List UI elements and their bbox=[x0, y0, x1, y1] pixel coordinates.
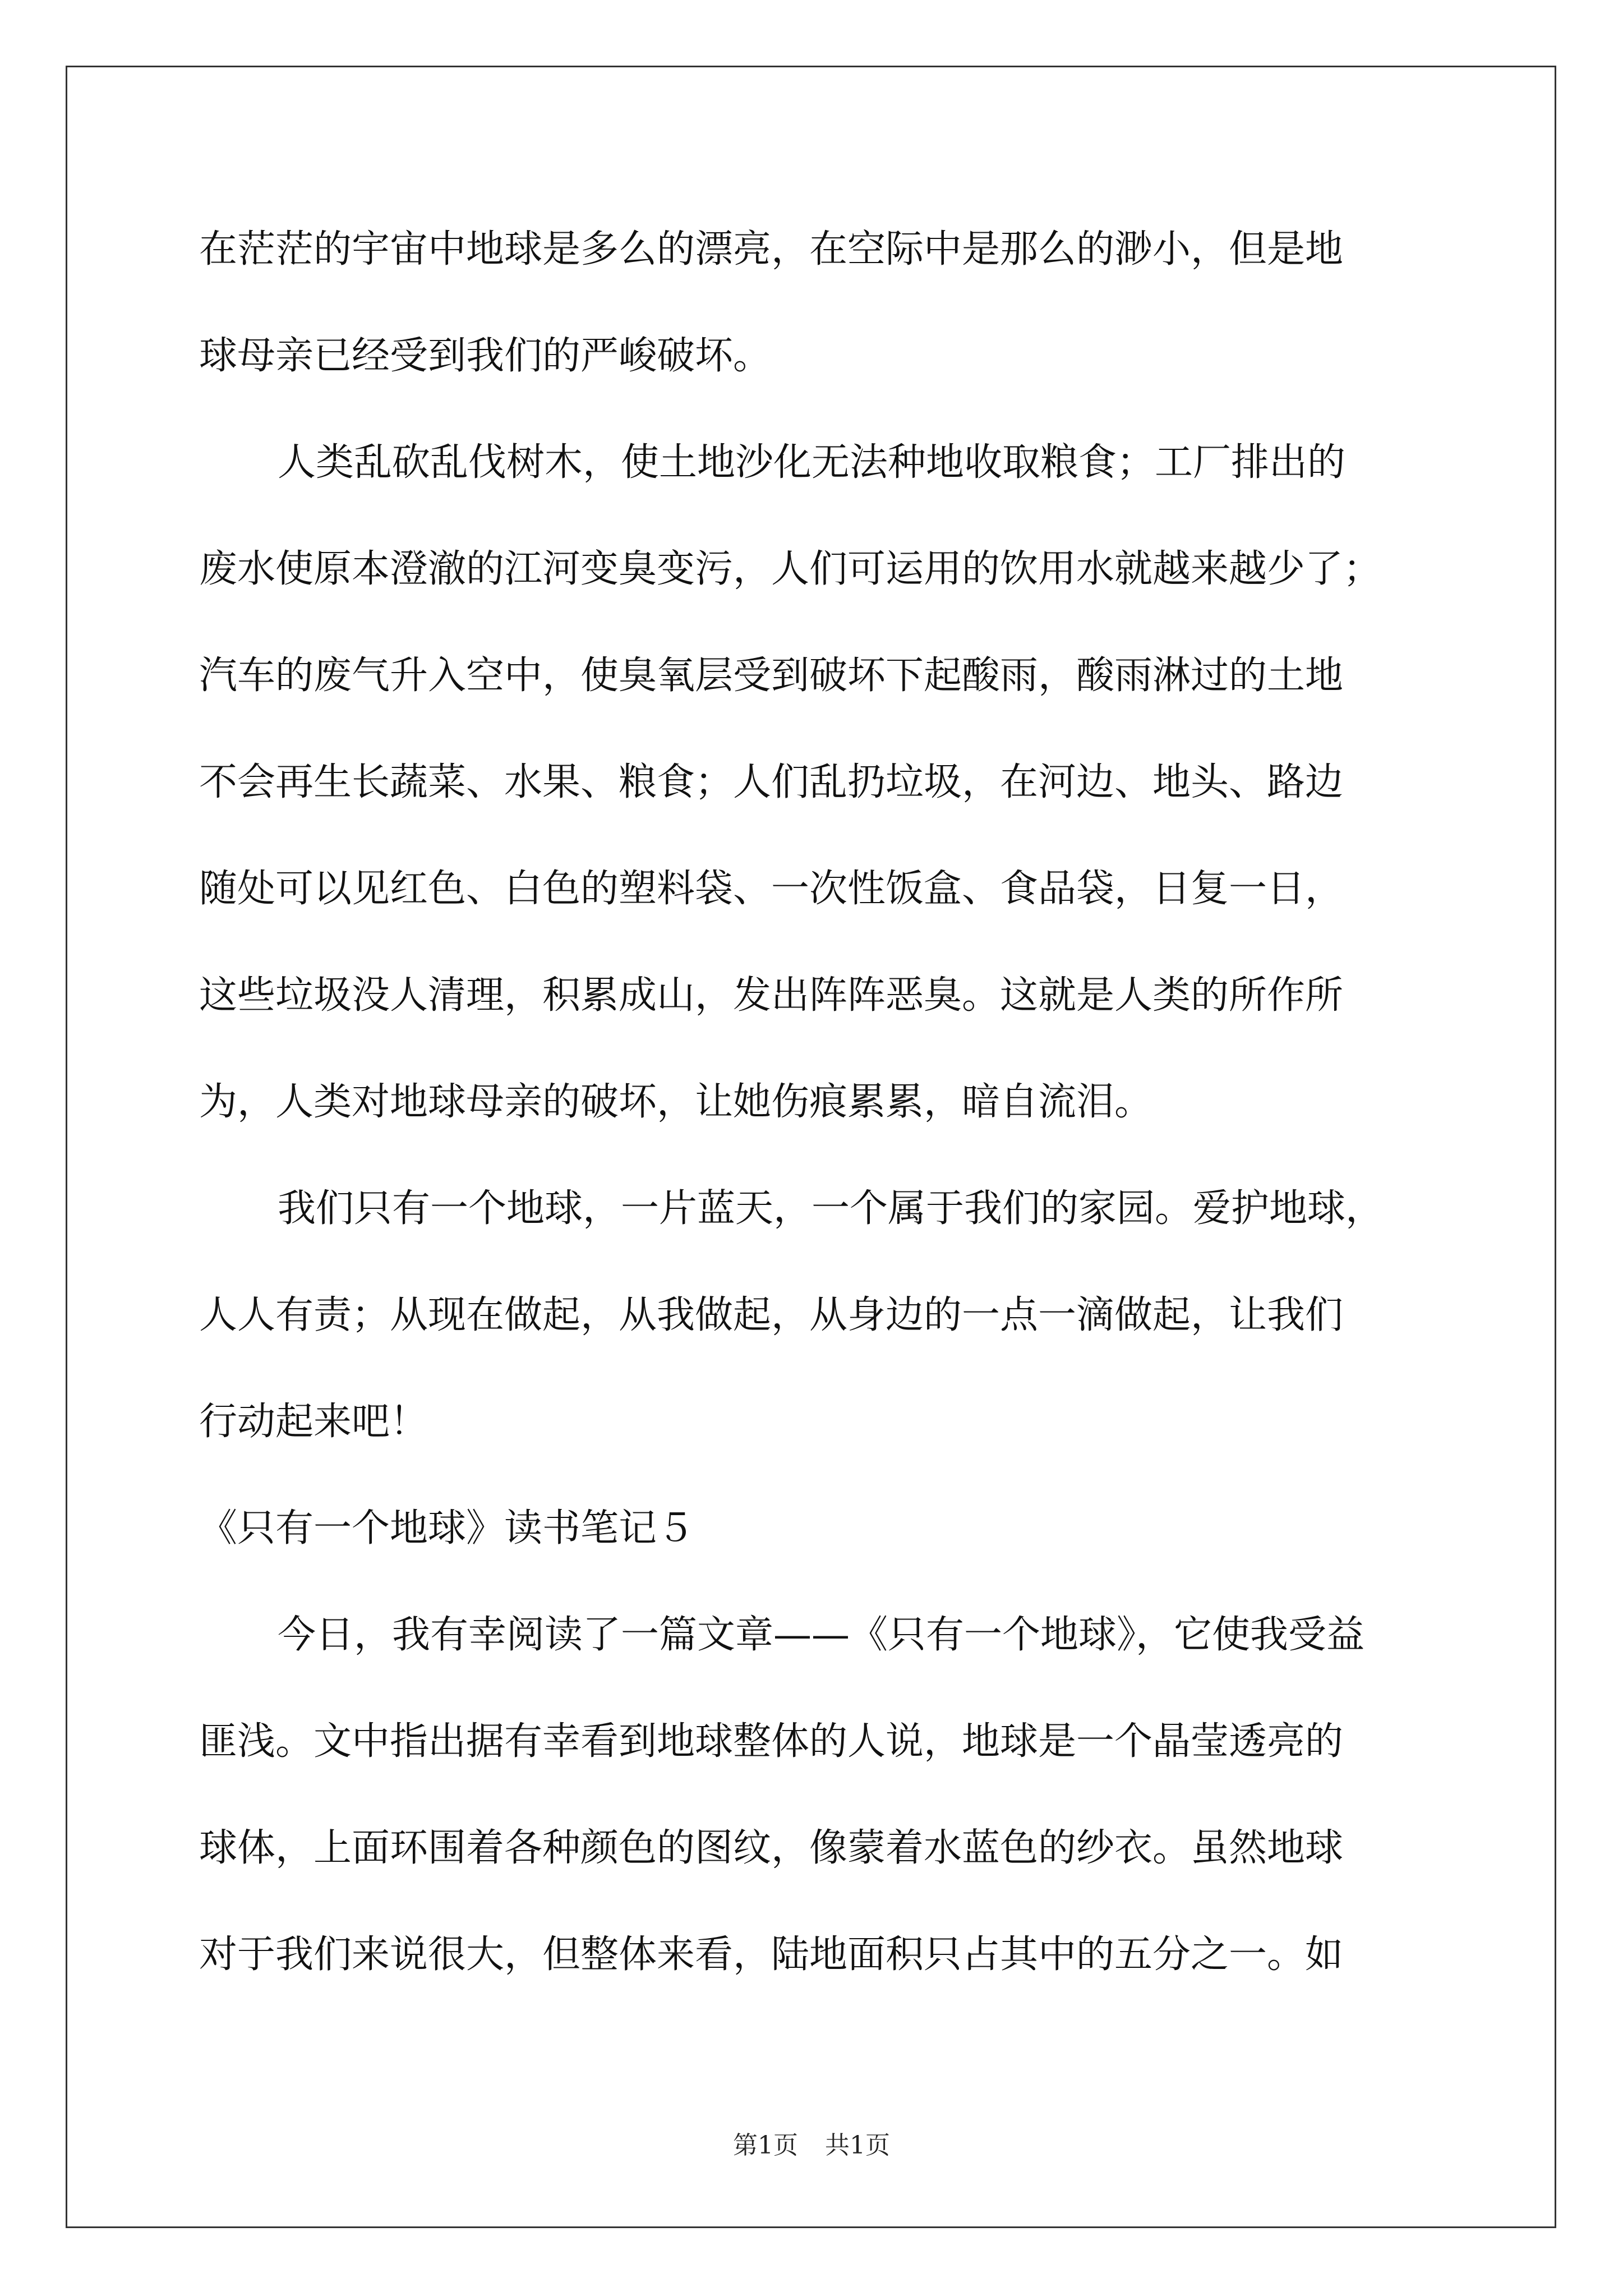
paragraph-line: 球体，上面环围着各种颜色的图纹，像蒙着水蓝色的纱衣。虽然地球 bbox=[199, 1826, 1344, 1870]
page-footer bbox=[0, 2129, 1623, 2162]
section-heading: 《只有一个地球》读书笔记５ bbox=[199, 1506, 695, 1550]
paragraph-line: 对于我们来说很大，但整体来看，陆地面积只占其中的五分之一。如 bbox=[199, 1932, 1344, 1977]
paragraph-line: 废水使原本澄澈的江河变臭变污，人们可运用的饮用水就越来越少了； bbox=[199, 547, 1382, 591]
paragraph-line: 这些垃圾没人清理，积累成山，发出阵阵恶臭。这就是人类的所作所 bbox=[199, 973, 1344, 1018]
paragraph-line: 在茫茫的宇宙中地球是多么的漂亮，在空际中是那么的渺小，但是地 bbox=[199, 227, 1344, 272]
document-body bbox=[199, 219, 1433, 2031]
paragraph-line: 随处可以见红色、白色的塑料袋、一次性饭盒、食品袋，日复一日， bbox=[199, 867, 1344, 911]
paragraph-line: 人人有责；从现在做起，从我做起，从身边的一点一滴做起，让我们 bbox=[199, 1293, 1344, 1337]
page-total: 共1页 bbox=[825, 2131, 890, 2160]
paragraph-line: 今日，我有幸阅读了一篇文章——《只有一个地球》，它使我受益 bbox=[278, 1613, 1365, 1657]
paragraph-line: 为，人类对地球母亲的破坏，让她伤痕累累，暗自流泪。 bbox=[199, 1080, 1153, 1124]
paragraph-line: 我们只有一个地球，一片蓝天，一个属于我们的家园。爱护地球， bbox=[278, 1186, 1384, 1231]
page-number: 第1页 bbox=[733, 2131, 798, 2160]
paragraph-line: 行动起来吧！ bbox=[199, 1400, 428, 1444]
paragraph-line: 不会再生长蔬菜、水果、粮食；人们乱扔垃圾，在河边、地头、路边 bbox=[199, 760, 1344, 804]
paragraph-line: 匪浅。文中指出据有幸看到地球整体的人说，地球是一个晶莹透亮的 bbox=[199, 1719, 1344, 1764]
paragraph-line: 汽车的废气升入空中，使臭氧层受到破坏下起酸雨，酸雨淋过的土地 bbox=[199, 654, 1344, 698]
paragraph-line: 人类乱砍乱伐树木，使土地沙化无法种地收取粮食；工厂排出的 bbox=[278, 440, 1346, 485]
paragraph-line: 球母亲已经受到我们的严峻破坏。 bbox=[199, 334, 772, 378]
